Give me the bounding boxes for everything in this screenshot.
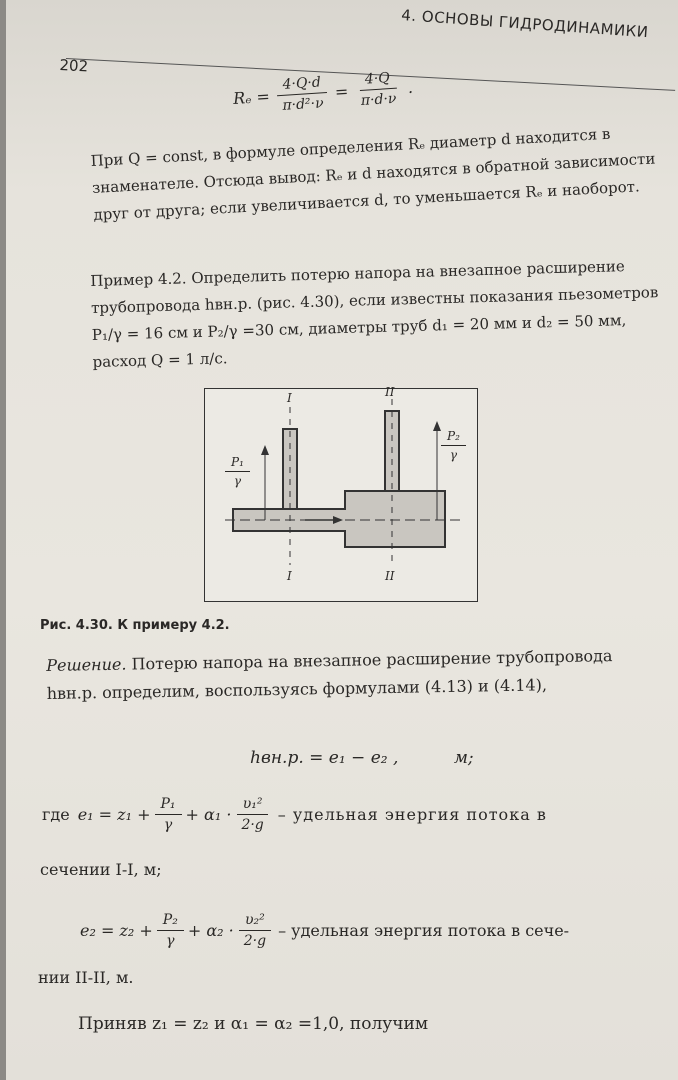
- e2-alpha-term: + α₂ ·: [187, 921, 234, 940]
- e2-pressure-fraction: [157, 912, 184, 949]
- e1-alpha-term: + α₁ ·: [185, 805, 232, 824]
- solution-text: Потерю напора на внезапное расширение трубопровода hвн.р. определим, воспользуясь формулами (4.13) и (4.14),: [46, 646, 613, 703]
- reynolds-formula: [232, 69, 414, 117]
- e1-description: – удельная энергия потока в: [277, 805, 547, 824]
- fraction-numerator: 4·Q: [358, 70, 396, 91]
- label-II-bottom: II: [385, 569, 395, 583]
- fraction-numerator: P₂: [157, 912, 184, 931]
- solution-label: Решение.: [46, 654, 127, 675]
- head-loss-unit: м;: [453, 748, 474, 768]
- fraction-numerator: υ₁²: [237, 796, 269, 815]
- fraction-denominator: π·d²·ν: [281, 95, 325, 114]
- e1-lhs: e₁ = z₁ +: [77, 805, 151, 824]
- paragraph-reynolds-conclusion: При Q = const, в формуле определения Rₑ диаметр d находится в знаменателе. Отсюда вывод: Rₑ и d находятся в обратной зависимости друг от друга; если увеличивается d, то уменьшается Rₑ и наоборот.: [90, 124, 656, 224]
- figure-caption: Рис. 4.30. К примеру 4.2.: [40, 618, 230, 633]
- fraction-1: [275, 74, 330, 114]
- fraction-denominator: π·d·ν: [360, 90, 397, 109]
- fraction-denominator: 2·g: [243, 933, 267, 949]
- e2-equation: [80, 912, 272, 949]
- pipe-diagram: [205, 389, 477, 601]
- label-II-top: II: [385, 385, 395, 399]
- formula-period: .: [407, 77, 414, 97]
- p2-numerator: P₂: [441, 429, 466, 446]
- fraction-denominator: γ: [166, 933, 175, 949]
- closing-line: Приняв z₁ = z₂ и α₁ = α₂ =1,0, получим: [78, 1014, 429, 1034]
- formula-lhs: Rₑ =: [232, 86, 271, 108]
- p1-denominator: γ: [233, 474, 242, 488]
- fraction-numerator: 4·Q·d: [276, 74, 327, 96]
- book-page: [6, 0, 678, 1080]
- chapter-header: 4. ОСНОВЫ ГИДРОДИНАМИКИ: [400, 6, 650, 42]
- e2-lhs: e₂ = z₂ +: [80, 921, 153, 940]
- solution-paragraph: [46, 642, 637, 708]
- e1-velocity-fraction: [235, 796, 269, 833]
- head-loss-expression: hвн.р. = e₁ − e₂ ,: [250, 748, 399, 768]
- e1-definition-row: [42, 796, 662, 833]
- e2-velocity-fraction: [238, 912, 272, 949]
- equals-sign: =: [334, 81, 349, 102]
- e2-description: – удельная энергия потока в сече-: [278, 921, 570, 940]
- paragraph-example-4-2: Пример 4.2. Определить потерю напора на внезапное расширение трубопровода hвн.р. (рис. 4.30), если известны показания пьезометров P₁/γ = 16 см и P₂/γ =30 см, диаметры труб d₁ = 20 мм и d₂ = 50 мм, расход Q = 1 л/с.: [90, 257, 659, 371]
- figure-4-30-pipe-expansion: [204, 385, 478, 602]
- e2-definition-continuation: нии II-II, м.: [38, 968, 134, 987]
- fraction-denominator: 2·g: [241, 817, 264, 833]
- fraction-numerator: υ₂²: [239, 912, 271, 931]
- where-prefix: где: [42, 805, 70, 824]
- e1-definition-continuation: сечении I-I, м;: [40, 860, 162, 879]
- p1-numerator: P₁: [225, 455, 250, 472]
- page-number: 202: [59, 56, 89, 76]
- fraction-denominator: γ: [163, 817, 173, 833]
- e2-definition-row: [80, 912, 678, 949]
- label-I-top: I: [287, 391, 292, 405]
- fraction-numerator: P₁: [155, 796, 182, 815]
- label-p2-gamma: [441, 429, 466, 462]
- head-loss-formula: [250, 748, 474, 768]
- p2-denominator: γ: [449, 448, 458, 462]
- e1-pressure-fraction: [155, 796, 182, 833]
- fraction-2: [353, 69, 403, 109]
- e1-equation: [78, 796, 270, 833]
- label-p1-gamma: [225, 455, 250, 488]
- label-I-bottom: I: [287, 569, 292, 583]
